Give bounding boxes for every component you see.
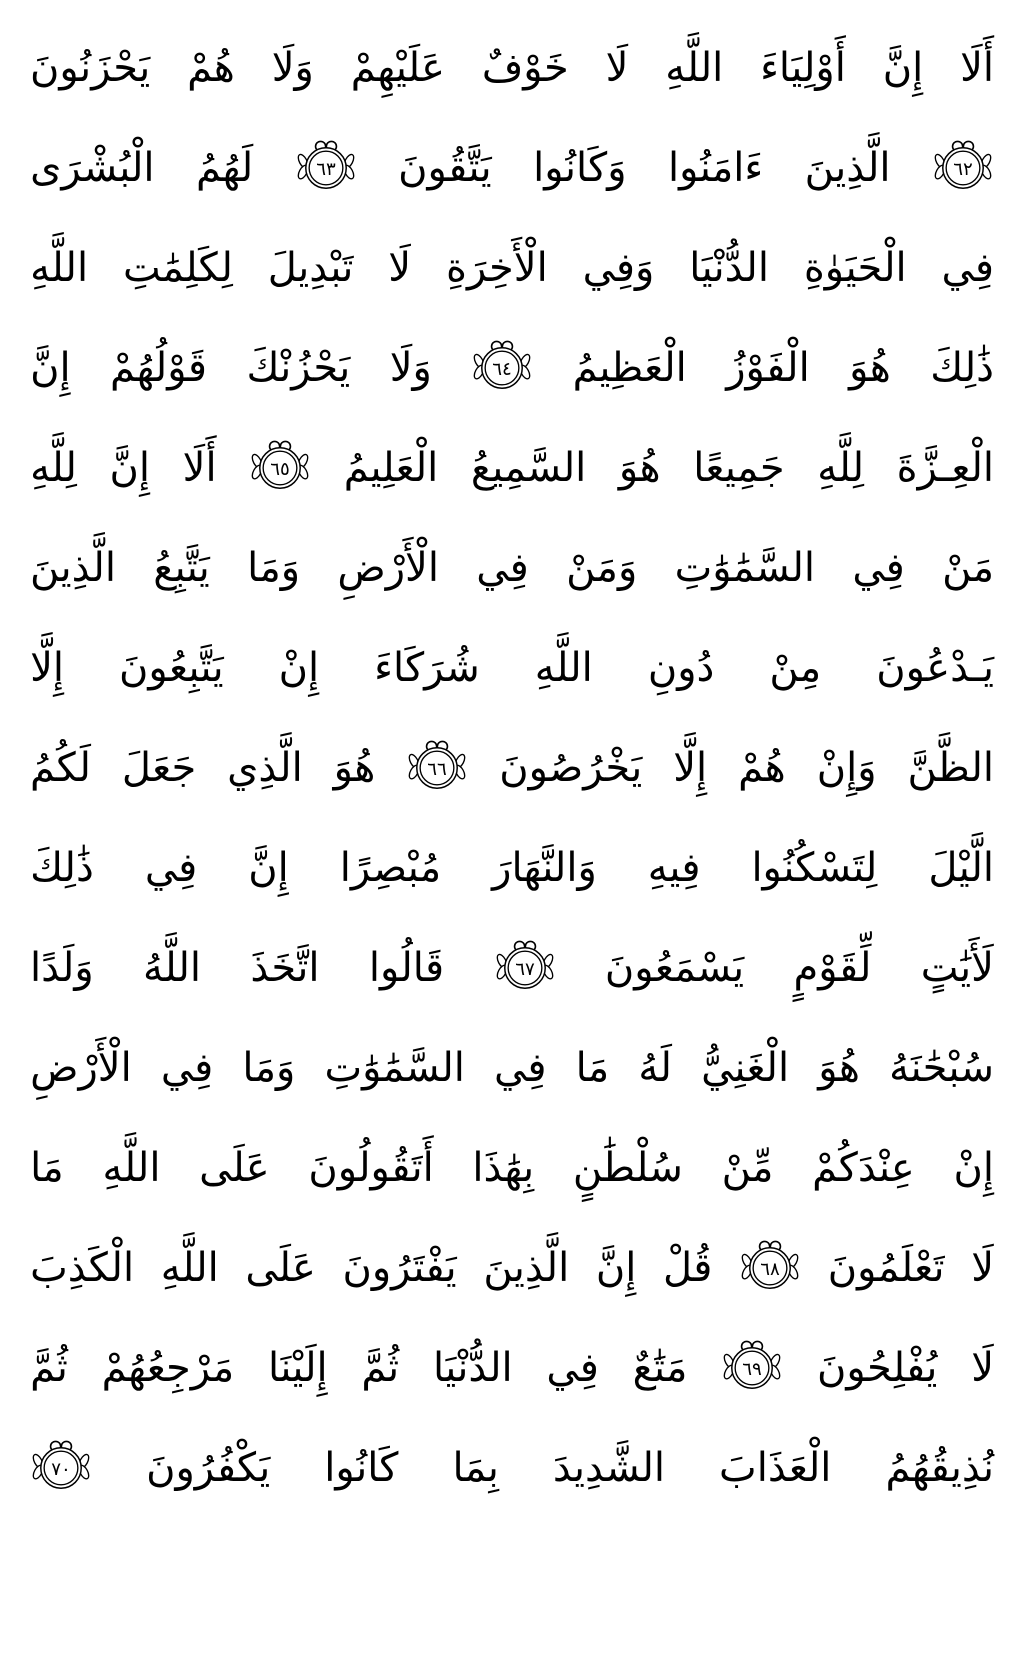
- quran-word: مِّنْ: [721, 1145, 774, 1191]
- mushaf-line: [30, 1018, 994, 1118]
- mushaf-line: [30, 318, 994, 418]
- quran-word: لَا: [605, 45, 629, 91]
- svg-text:٦٥: ٦٥: [270, 458, 290, 480]
- svg-text:٧٠: ٧٠: [51, 1458, 71, 1480]
- quran-word: يَكْفُرُونَ: [146, 1445, 271, 1491]
- quran-word: اللَّهِ: [160, 1245, 219, 1291]
- quran-word: الدُّنْيَا: [689, 245, 769, 291]
- quran-word: سُلْطَٰنٍ: [572, 1145, 683, 1191]
- quran-word: إِنَّ: [248, 845, 289, 891]
- mushaf-line: [30, 218, 994, 318]
- svg-text:٦٤: ٦٤: [492, 358, 513, 380]
- mushaf-line: [30, 1218, 994, 1318]
- mushaf-line: [30, 918, 994, 1018]
- quran-word: يُفْلِحُونَ: [816, 1345, 938, 1391]
- quran-word: الَّذِينَ: [804, 145, 891, 191]
- quran-word: فِي: [144, 845, 198, 891]
- quran-word: أَلَا: [960, 45, 994, 91]
- svg-text:٦٢: ٦٢: [953, 158, 973, 180]
- quran-word: يَتَّقُونَ: [398, 145, 492, 191]
- quran-word: أَلَا: [182, 445, 217, 491]
- quran-word: الْحَيَوٰةِ: [803, 245, 907, 291]
- quran-word: اتَّخَذَ: [250, 945, 320, 991]
- quran-word: الْعَذَابَ: [719, 1445, 832, 1491]
- quran-word: ثُمَّ: [361, 1345, 400, 1391]
- quran-word: إِنْ: [953, 1145, 994, 1191]
- quran-word: وَلَدًا: [30, 945, 94, 991]
- quran-word: السَّمَٰوَٰتِ: [324, 1045, 465, 1091]
- svg-text:٦٦: ٦٦: [427, 758, 448, 780]
- ayah-number-medallion: [721, 1337, 783, 1399]
- quran-word: مَرْجِعُهُمْ: [101, 1345, 235, 1391]
- quran-word: تَبْدِيلَ: [267, 245, 354, 291]
- quran-word: هُوَ: [618, 445, 661, 491]
- quran-word: يَفْتَرُونَ: [342, 1245, 457, 1291]
- quran-word: عِنْدَكُمْ: [812, 1145, 915, 1191]
- quran-word: إِنَّ: [882, 45, 924, 91]
- quran-word: جَعَلَ: [121, 745, 197, 791]
- quran-word: لَهُمُ: [195, 145, 254, 191]
- mushaf-line: [30, 1118, 994, 1218]
- quran-word: الْعَلِيمُ: [343, 445, 439, 491]
- quran-word: وَلَا: [389, 345, 432, 391]
- svg-text:٦٧: ٦٧: [514, 958, 535, 980]
- quran-word: الَّيْلَ: [928, 845, 994, 891]
- quran-word: الظَّنَّ: [907, 745, 994, 791]
- quran-word: إِنَّ: [595, 1245, 637, 1291]
- quran-word: مُبْصِرًا: [339, 845, 442, 891]
- quran-word: اللَّهُ: [143, 945, 202, 991]
- quran-word: أَتَقُولُونَ: [308, 1145, 434, 1191]
- quran-word: ذَٰلِكَ: [30, 845, 94, 891]
- quran-word: السَّمِيعُ: [470, 445, 587, 491]
- quran-word: جَمِيعًا: [693, 445, 785, 491]
- quran-word: الَّذِي: [227, 745, 303, 791]
- quran-word: فِي: [941, 245, 994, 291]
- quran-word: عَلَى: [199, 1145, 270, 1191]
- quran-word: الْبُشْرَى: [30, 145, 155, 191]
- quran-word: الْعِـزَّةَ: [896, 445, 994, 491]
- quran-word: الْأَرْضِ: [337, 545, 439, 591]
- quran-word: لِلَّهِ: [817, 445, 865, 491]
- quran-word: مِنْ: [769, 645, 822, 691]
- quran-word: فِي: [476, 545, 529, 591]
- quran-word: الَّذِينَ: [483, 1245, 570, 1291]
- quran-word: الَّذِينَ: [30, 545, 116, 591]
- quran-word: قُلْ: [663, 1245, 713, 1291]
- quran-word: دُونِ: [647, 645, 715, 691]
- mushaf-line: [30, 618, 994, 718]
- quran-word: إِنْ: [278, 645, 320, 691]
- quran-word: فِي: [160, 1045, 214, 1091]
- ayah-number-medallion: [739, 1237, 801, 1299]
- quran-word: وَالنَّهَارَ: [492, 845, 597, 891]
- quran-word: مَنْ: [942, 545, 994, 591]
- mushaf-line: [30, 1418, 994, 1518]
- quran-word: الدُّنْيَا: [432, 1345, 513, 1391]
- quran-word: كَانُوا: [324, 1445, 399, 1491]
- quran-word: عَلَيْهِمْ: [350, 45, 445, 91]
- quran-word: أَوْلِيَاءَ: [760, 45, 846, 91]
- quran-word: إِنَّ: [30, 345, 71, 391]
- quran-word: الْفَوْزُ: [726, 345, 810, 391]
- ayah-number-medallion: [295, 137, 357, 199]
- quran-word: لِتَسْكُنُوا: [751, 845, 878, 891]
- ayah-number-medallion: [30, 1437, 92, 1499]
- mushaf-line: [30, 1318, 994, 1418]
- quran-word: الشَّدِيدَ: [552, 1445, 666, 1491]
- quran-word: قَالُوا: [368, 945, 445, 991]
- quran-word: وَإِنْ: [816, 745, 877, 791]
- quran-word: إِلَّا: [673, 745, 708, 791]
- quran-word: مَا: [30, 1145, 64, 1191]
- quran-word: وَمَا: [242, 1045, 296, 1091]
- quran-word: لَكُمُ: [30, 745, 91, 791]
- quran-word: سُبْحَٰنَهُ: [889, 1045, 994, 1091]
- quran-word: وَمَا: [247, 545, 301, 591]
- quran-word: ءَامَنُوا: [668, 145, 764, 191]
- quran-word: يَحْزَنُونَ: [30, 45, 151, 91]
- quran-word: لَهُ: [638, 1045, 672, 1091]
- mushaf-line: [30, 418, 994, 518]
- quran-word: هُمْ: [738, 745, 786, 791]
- quran-word: لَا: [971, 1345, 994, 1391]
- mushaf-line: [30, 118, 994, 218]
- quran-word: وَمَنْ: [566, 545, 638, 591]
- quran-word: هُوَ: [818, 1045, 860, 1091]
- quran-word: اللَّهِ: [534, 645, 593, 691]
- quran-word: يَـدْعُونَ: [876, 645, 994, 691]
- quran-word: بِمَا: [452, 1445, 499, 1491]
- quran-word: مَا: [575, 1045, 610, 1091]
- quran-word: هُوَ: [333, 745, 376, 791]
- svg-text:٦٣: ٦٣: [315, 158, 336, 180]
- ayah-number-medallion: [494, 937, 556, 999]
- quran-word: يَحْزُنْكَ: [246, 345, 351, 391]
- quran-word: ثُمَّ: [30, 1345, 68, 1391]
- quran-word: فِيهِ: [647, 845, 701, 891]
- quran-word: فِي: [546, 1345, 599, 1391]
- quran-word: تَعْلَمُونَ: [827, 1245, 945, 1291]
- quran-word: لِكَلِمَٰتِ: [122, 245, 233, 291]
- ayah-number-medallion: [249, 437, 311, 499]
- quran-word: اللَّهِ: [665, 45, 724, 91]
- quran-word: هُوَ: [849, 345, 891, 391]
- quran-word: قَوْلُهُمْ: [110, 345, 208, 391]
- quran-word: اللَّهِ: [30, 245, 89, 291]
- svg-text:٦٨: ٦٨: [760, 1258, 780, 1280]
- quran-word: يَتَّبِعُونَ: [119, 645, 224, 691]
- quran-word: الْكَذِبَ: [30, 1245, 135, 1291]
- quran-word: وَكَانُوا: [533, 145, 627, 191]
- quran-word: مَتَٰعٌ: [632, 1345, 688, 1391]
- quran-word: يَتَّبِعُ: [153, 545, 210, 591]
- quran-word: فِي: [494, 1045, 547, 1091]
- quran-word: السَّمَٰوَٰتِ: [674, 545, 816, 591]
- quran-word: الْأَخِرَةِ: [446, 245, 548, 291]
- mushaf-line: [30, 518, 994, 618]
- ayah-number-medallion: [471, 337, 533, 399]
- quran-word: لِلَّهِ: [30, 445, 77, 491]
- ayah-number-medallion: [932, 137, 994, 199]
- quran-word: اللَّهِ: [102, 1145, 161, 1191]
- mushaf-line: [30, 818, 994, 918]
- quran-word: الْغَنِيُّ: [701, 1045, 790, 1091]
- quran-word: نُذِيقُهُمُ: [885, 1445, 994, 1491]
- quran-word: إِلَيْنَا: [268, 1345, 328, 1391]
- quran-word: الْعَظِيمُ: [572, 345, 687, 391]
- quran-word: لَأَيَٰتٍ: [920, 945, 994, 991]
- svg-text:٦٩: ٦٩: [742, 1358, 762, 1380]
- ayah-number-medallion: [406, 737, 468, 799]
- quran-word: بِهَٰذَا: [472, 1145, 535, 1191]
- quran-word: وَلَا: [271, 45, 314, 91]
- quran-word: ذَٰلِكَ: [930, 345, 994, 391]
- quran-word: وَفِي: [582, 245, 655, 291]
- quran-word: لَا: [388, 245, 412, 291]
- quran-word: يَسْمَعُونَ: [604, 945, 745, 991]
- quran-word: يَخْرُصُونَ: [499, 745, 643, 791]
- mushaf-line: [30, 18, 994, 118]
- quran-word: فِي: [852, 545, 905, 591]
- quran-word: شُرَكَاءَ: [374, 645, 480, 691]
- quran-word: هُمْ: [187, 45, 235, 91]
- mushaf-line: [30, 718, 994, 818]
- quran-word: الْأَرْضِ: [30, 1045, 132, 1091]
- quran-word: إِلَّا: [30, 645, 64, 691]
- quran-word: خَوْفٌ: [481, 45, 569, 91]
- quran-word: عَلَى: [245, 1245, 316, 1291]
- quran-word: إِنَّ: [109, 445, 151, 491]
- quran-word: لِّقَوْمٍ: [793, 945, 872, 991]
- quran-word: لَا: [971, 1245, 994, 1291]
